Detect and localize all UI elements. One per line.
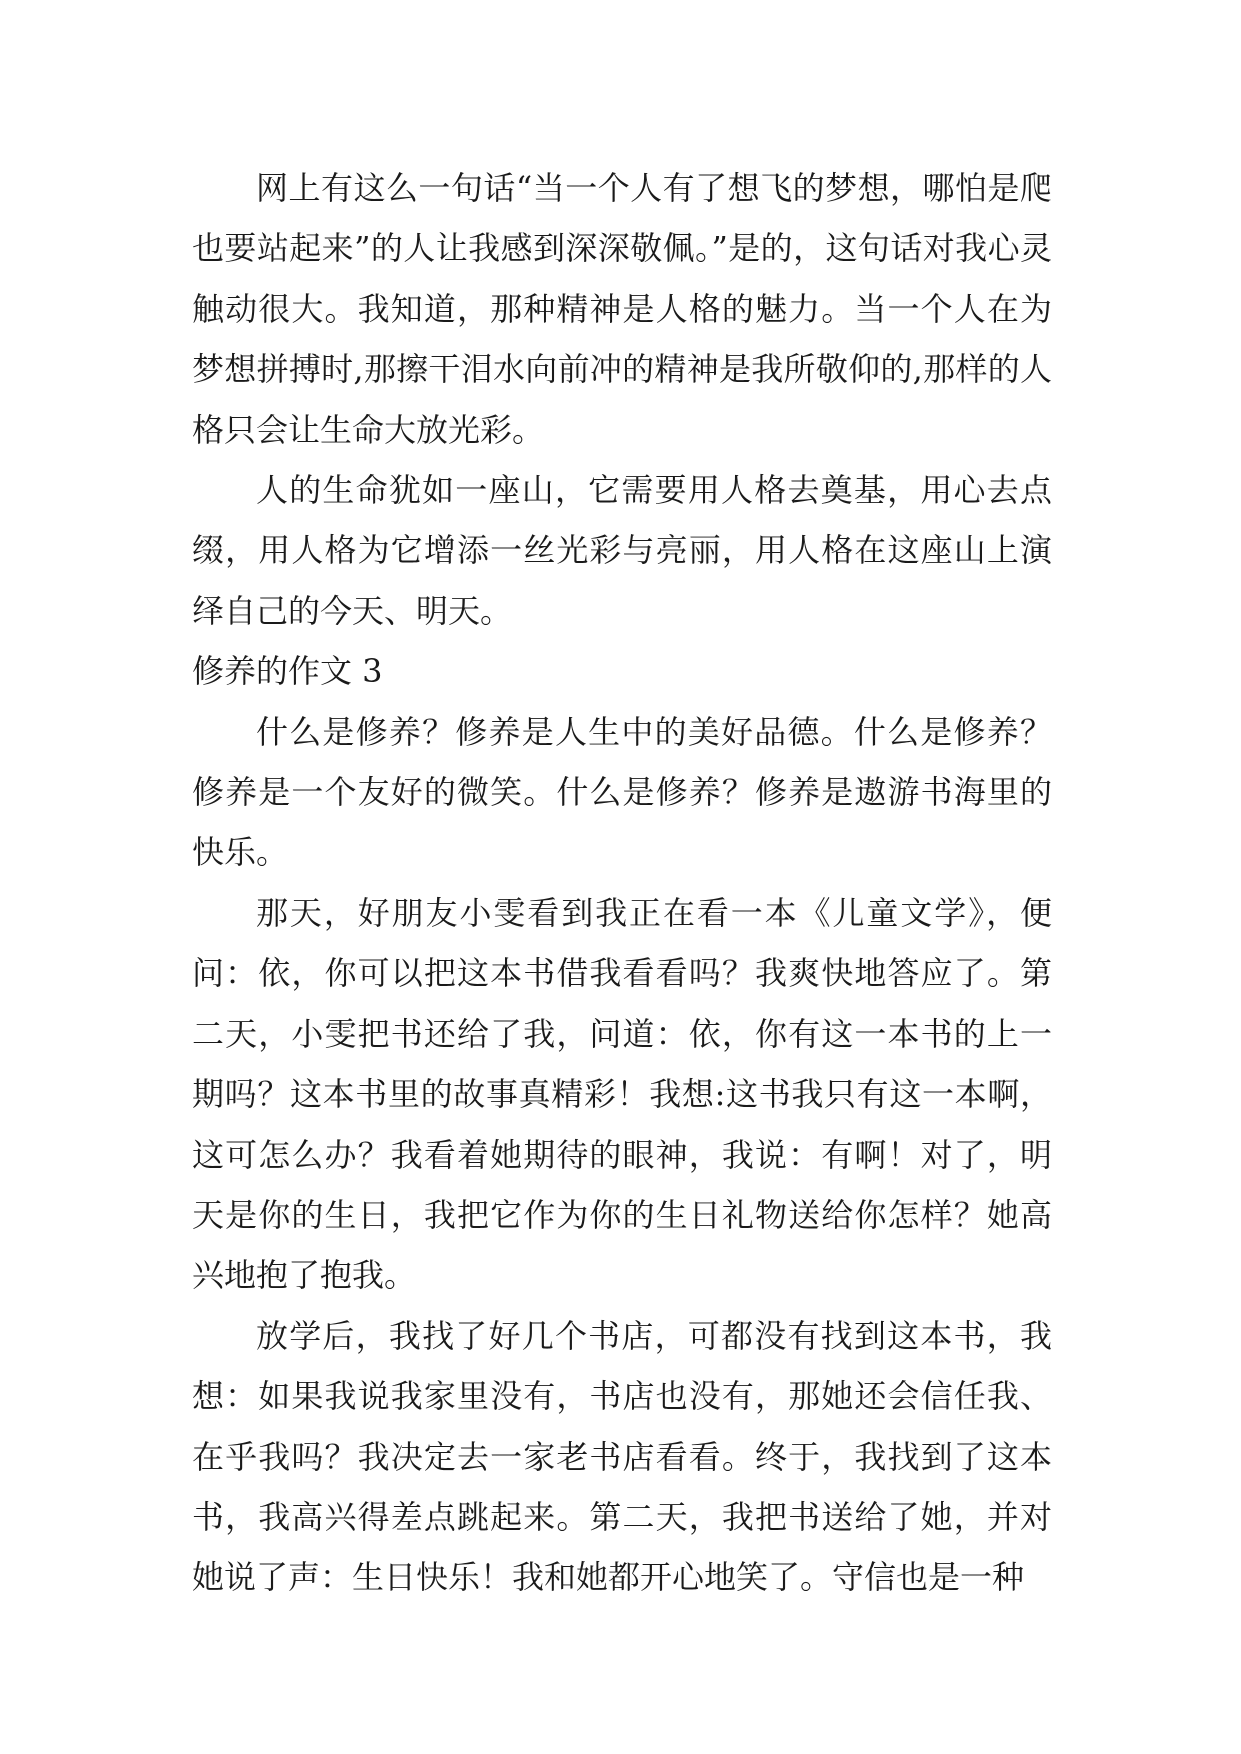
essay-heading: 修养的作文 3 [192, 652, 383, 691]
paragraph-after-school: 放学后，我找了好几个书店，可都没有找到这本书，我想：如果我说我家里没有，书店也没有，那她还会信任我、在乎我吗？我决定去一家老书店看看。终于，我找到了这本书，我高兴得差点跳起来。第二天，我把书送给了她，并对她说了声：生日快乐！我和她都开心地笑了。守信也是一种 [192, 1316, 1052, 1597]
paragraph-dream-quote: 网上有这么一句话“当一个人有了想飞的梦想，哪怕是爬也要站起来”的人让我感到深深敬佩。”是的，这句话对我心灵触动很大。我知道，那种精神是人格的魅力。当一个人在为梦想拼搏时,那擦干泪水向前冲的精神是我所敬仰的,那样的人格只会让生命大放光彩。 [192, 169, 1052, 449]
paragraph-what-is-cultivation: 什么是修养？修养是人生中的美好品德。什么是修养？修养是一个友好的微笑。什么是修养？修养是遨游书海里的快乐。 [192, 712, 1052, 872]
paragraph-life-mountain: 人的生命犹如一座山，它需要用人格去奠基，用心去点缀，用人格为它增添一丝光彩与亮丽，用人格在这座山上演绎自己的今天、明天。 [192, 471, 1052, 630]
paragraph-friend-book: 那天，好朋友小雯看到我正在看一本《儿童文学》，便问：依，你可以把这本书借我看看吗？我爽快地答应了。第二天，小雯把书还给了我，问道：依，你有这一本书的上一期吗？这本书里的故事真精彩！我想:这书我只有这一本啊，这可怎么办？我看着她期待的眼神，我说：有啊！对了，明天是你的生日，我把它作为你的生日礼物送给你怎样？她高兴地抱了抱我。 [192, 893, 1052, 1295]
document-page [192, 158, 1052, 1608]
